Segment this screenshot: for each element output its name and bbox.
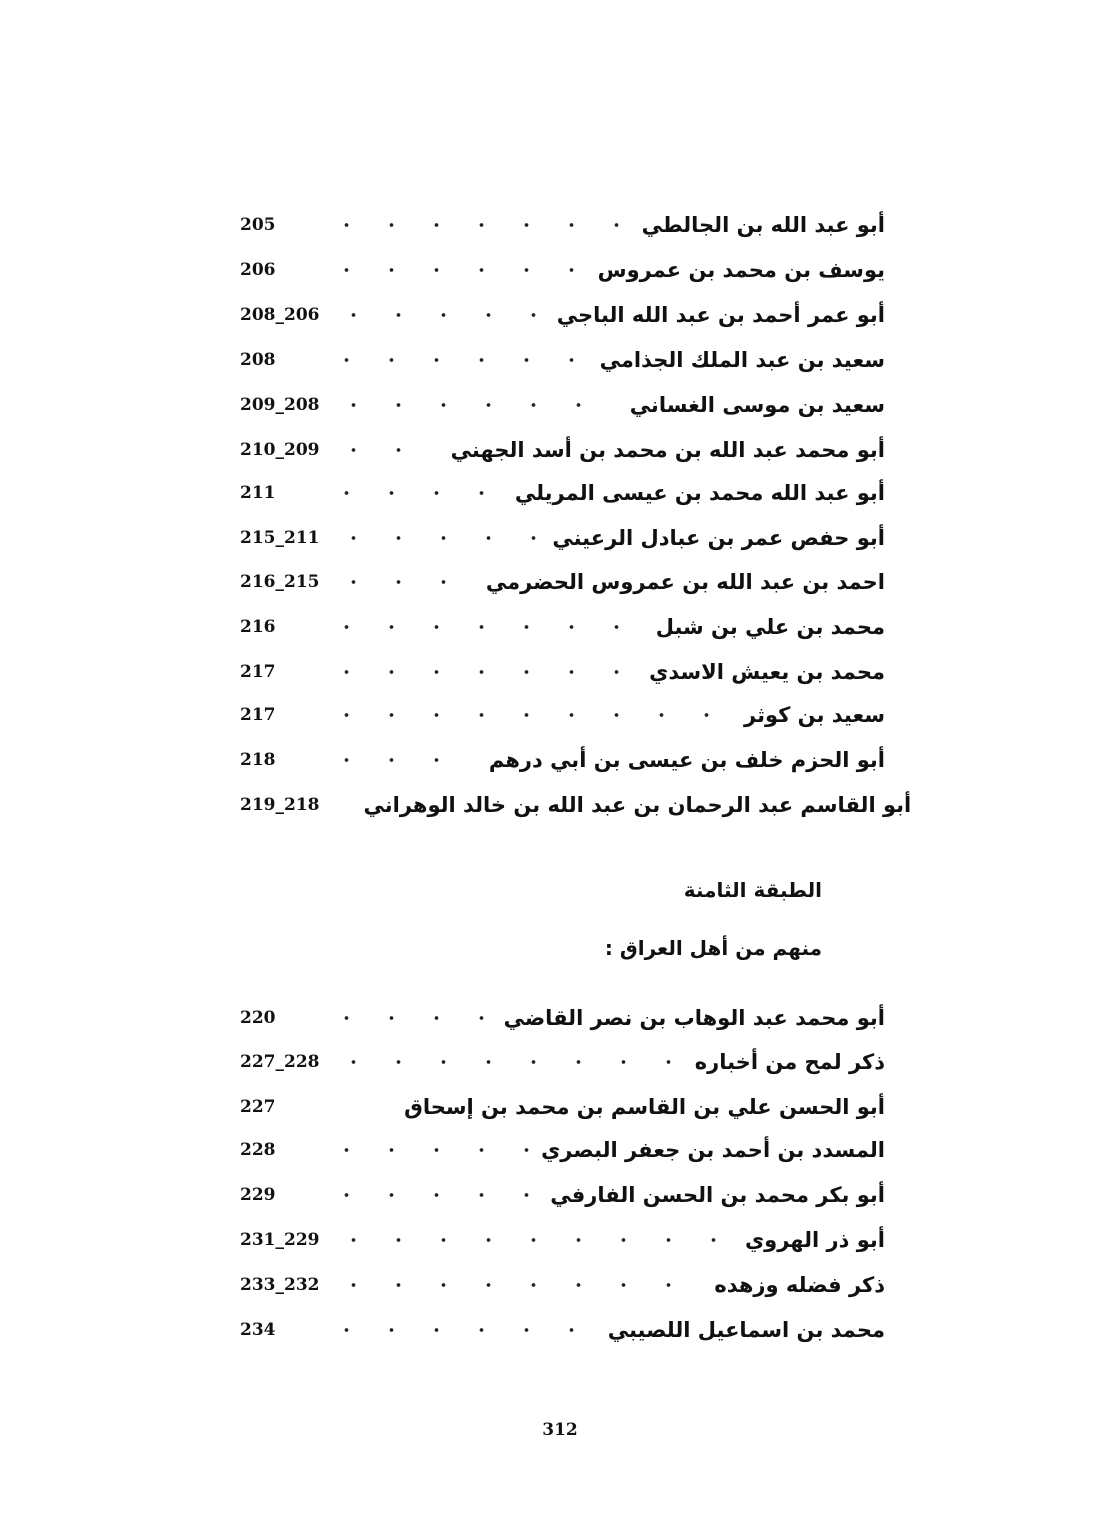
entry-title: محمد بن يعيش الاسدي (649, 660, 885, 684)
toc-entry (240, 562, 885, 602)
dot-leader (331, 385, 617, 425)
page-number: 210_209 (240, 440, 320, 460)
section-subheading: منهم من أهل العراق : (604, 936, 822, 960)
page-number: 231_229 (240, 1230, 320, 1250)
dot-leader (324, 652, 637, 692)
dot-leader (324, 1175, 538, 1215)
entry-title: أبو الحسن علي بن القاسم بن محمد بن إسحاق (404, 1095, 885, 1119)
toc-entry (240, 1220, 885, 1260)
dot-leader (324, 695, 732, 735)
entry-title: سعيد بن موسى الغساني (629, 393, 885, 417)
dot-leader (331, 295, 544, 335)
page-number: 229 (240, 1185, 276, 1205)
dot-leader (331, 785, 351, 825)
dot-leader (324, 250, 586, 290)
dot-leader (331, 518, 540, 558)
entry-title: أبو عمر أحمد بن عبد الله الباجي (556, 303, 885, 327)
toc-entry (240, 250, 885, 290)
folio-page-number: 312 (542, 1420, 578, 1440)
entry-title: أبو ذر الهروي (744, 1228, 885, 1252)
dot-leader (331, 1042, 682, 1082)
toc-entry (240, 1310, 885, 1350)
page-number: 205 (240, 215, 276, 235)
entry-title: أبو حفص عمر بن عبادل الرعيني (552, 526, 885, 550)
toc-entry (240, 295, 885, 335)
toc-entry (240, 473, 885, 513)
page-number: 228 (240, 1140, 276, 1160)
page-number: 220 (240, 1008, 276, 1028)
dot-leader (331, 1220, 732, 1260)
entry-title: ذكر لمح من أخباره (694, 1050, 885, 1074)
toc-entry (240, 1265, 885, 1305)
entry-title: أبو عبد الله بن الجالطي (641, 213, 885, 237)
toc-entry (240, 695, 885, 735)
entry-title: أبو القاسم عبد الرحمان بن عبد الله بن خالد الوهراني (363, 793, 912, 817)
entry-title: محمد بن اسماعيل اللصيبي (607, 1318, 885, 1342)
dot-leader (324, 473, 503, 513)
entry-title: سعيد بن عبد الملك الجذامي (599, 348, 885, 372)
entry-title: سعيد بن كوثر (744, 703, 885, 727)
entry-title: يوسف بن محمد بن عمروس (597, 258, 885, 282)
dot-leader (331, 430, 438, 470)
toc-entry (240, 1130, 885, 1170)
page-number: 216 (240, 617, 276, 637)
page-number: 234 (240, 1320, 276, 1340)
dot-leader (331, 562, 473, 602)
entry-title: المسدد بن أحمد بن جعفر البصري (541, 1138, 885, 1162)
entry-title: أبو محمد عبد الوهاب بن نصر القاضي (503, 1006, 885, 1030)
toc-entry (240, 340, 885, 380)
page-number: 227_228 (240, 1052, 320, 1072)
page-number: 233_232 (240, 1275, 320, 1295)
page-number: 211 (240, 483, 276, 503)
entry-title: أبو محمد عبد الله بن محمد بن أسد الجهني (450, 438, 885, 462)
toc-entry (240, 385, 885, 425)
toc-entry (240, 518, 885, 558)
toc-entry (240, 1175, 885, 1215)
toc-entry (240, 652, 885, 692)
page-number: 227 (240, 1097, 276, 1117)
dot-leader (324, 340, 588, 380)
page-number: 219_218 (240, 795, 320, 815)
entry-title: احمد بن عبد الله بن عمروس الحضرمي (485, 570, 885, 594)
dot-leader (331, 1265, 702, 1305)
dot-leader (324, 998, 492, 1038)
toc-entry (240, 1042, 885, 1082)
page-number: 215_211 (240, 528, 320, 548)
dot-leader (324, 607, 644, 647)
dot-leader (324, 740, 477, 780)
dot-leader (324, 1310, 596, 1350)
toc-entry (240, 430, 885, 470)
toc-entry (240, 1087, 885, 1127)
page-number: 218 (240, 750, 276, 770)
page-number: 217 (240, 662, 276, 682)
toc-entry (240, 205, 885, 245)
page-number: 209_208 (240, 395, 320, 415)
page-number: 208_206 (240, 305, 320, 325)
toc-entry (240, 607, 885, 647)
page-number: 206 (240, 260, 276, 280)
page-number: 216_215 (240, 572, 320, 592)
page-number: 217 (240, 705, 276, 725)
entry-title: أبو بكر محمد بن الحسن الفارفي (550, 1183, 885, 1207)
entry-title: ذكر فضله وزهده (714, 1273, 885, 1297)
entry-title: محمد بن علي بن شبل (655, 615, 885, 639)
toc-entry (240, 740, 885, 780)
entry-title: أبو الحزم خلف بن عيسى بن أبي درهم (488, 748, 885, 772)
entry-title: أبو عبد الله محمد بن عيسى المريلي (514, 481, 885, 505)
toc-entry (240, 998, 885, 1038)
toc-entry (240, 785, 912, 825)
section-heading: الطبقة الثامنة (683, 878, 822, 902)
dot-leader (324, 205, 630, 245)
dot-leader (324, 1130, 529, 1170)
page-number: 208 (240, 350, 276, 370)
